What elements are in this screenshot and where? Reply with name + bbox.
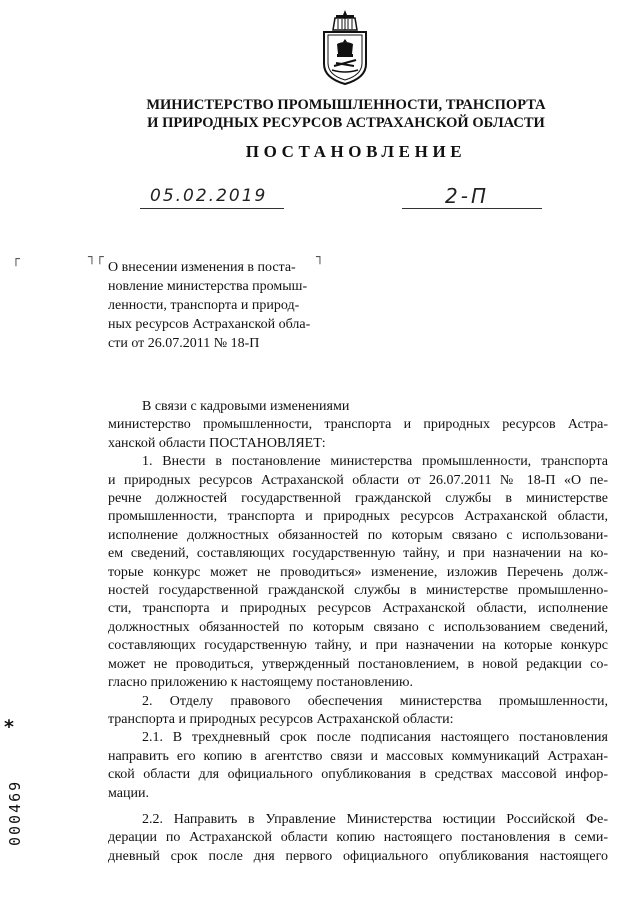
body-line: мации. bbox=[108, 785, 149, 801]
body-line: В связи с кадровыми изменениями bbox=[142, 399, 350, 414]
subject-line: ных ресурсов Астраханской обла- bbox=[108, 317, 311, 332]
handwritten-date: 05.02.2019 bbox=[150, 186, 268, 206]
body-line: промышленности, транспорта и природных ресурсов Астраханской области, bbox=[108, 509, 608, 525]
body-line: ханской области ПОСТАНОВЛЯЕТ: bbox=[108, 435, 326, 451]
margin-stamp-number: 000469 bbox=[6, 779, 24, 846]
date-underline bbox=[140, 208, 284, 209]
number-underline bbox=[402, 208, 542, 209]
body-line: дерации по Астраханской области копию настоящего постановления в семи- bbox=[108, 830, 608, 846]
ministry-name bbox=[0, 96, 640, 132]
body-line: торые конкурс может не проводиться» изменение, изложив Перечень долж- bbox=[108, 564, 608, 580]
ministry-name-line-2: И ПРИРОДНЫХ РЕСУРСОВ АСТРАХАНСКОЙ ОБЛАСТИ bbox=[147, 115, 545, 131]
body-line: и природных ресурсов Астраханской области от 26.07.2011 № 18-П «О пе- bbox=[108, 472, 608, 488]
body-line: ской области для официального опубликования в средствах массовой инфор- bbox=[108, 767, 608, 783]
body-line: 1. Внести в постановление министерства промышленности, транспорта bbox=[142, 454, 608, 470]
body-line: дневный срок после дня первого официального опубликования настоящего bbox=[108, 848, 608, 864]
subject-line: ленности, транспорта и природ- bbox=[108, 298, 300, 313]
body-line: 2.2. Направить в Управление Министерства юстиции Российской Фе- bbox=[142, 811, 608, 827]
body-line: 2.1. В трехдневный срок после подписания настоящего постановления bbox=[142, 730, 608, 746]
paragraph-gap bbox=[108, 803, 608, 811]
body-line: составляющих государственную тайну, и при назначении на которые конкурс bbox=[108, 638, 608, 654]
body-line: министерство промышленности, транспорта и природных ресурсов Астра- bbox=[108, 417, 608, 433]
body-line: может не проводиться, утвержденный постановлением, в новой редакции со- bbox=[108, 656, 608, 672]
decree-subject bbox=[108, 258, 336, 353]
body-line: должностных обязанностей по которым связано с использованием сведений, bbox=[108, 619, 608, 635]
document-type-title: ПОСТАНОВЛЕНИЕ bbox=[245, 142, 467, 161]
body-line: транспорта и природных ресурсов Астраханской области: bbox=[108, 711, 454, 727]
decree-body bbox=[108, 398, 608, 866]
body-line: ем сведений, составляющих государственную тайну, и при назначении на ко- bbox=[108, 546, 608, 562]
body-line: сти, транспорта и природных ресурсов Астраханской области, исполнение bbox=[108, 601, 608, 617]
body-line: направить его копию в агентство связи и массовых коммуникаций Астрахан- bbox=[108, 748, 608, 764]
body-line: речне должностей государственной гражданской службы в министерстве bbox=[108, 491, 608, 507]
coat-of-arms-icon bbox=[316, 6, 374, 86]
subject-line: О внесении изменения в поста- bbox=[108, 260, 296, 275]
subject-close-bracket: ┐ bbox=[316, 250, 324, 265]
body-line: 2. Отделу правового обеспечения министерства промышленности, bbox=[142, 693, 608, 709]
body-line: ностей государственной гражданской службы в министерстве промышленно- bbox=[108, 583, 608, 599]
margin-star: * bbox=[4, 716, 14, 738]
subject-open-bracket: ┐┌ bbox=[88, 250, 104, 265]
subject-line: новление министерства промыш- bbox=[108, 279, 308, 294]
subject-line: сти от 26.07.2011 № 18-П bbox=[108, 336, 260, 351]
body-line: гласно приложению к настоящему постановлению. bbox=[108, 675, 414, 691]
left-corner-mark: ┌ bbox=[12, 252, 20, 267]
body-line: исполнение должностных обязанностей по которым связано с использовани- bbox=[108, 527, 608, 543]
ministry-name-line-1: МИНИСТЕРСТВО ПРОМЫШЛЕННОСТИ, ТРАНСПОРТА bbox=[146, 97, 546, 113]
handwritten-number: 2-П bbox=[445, 184, 489, 208]
